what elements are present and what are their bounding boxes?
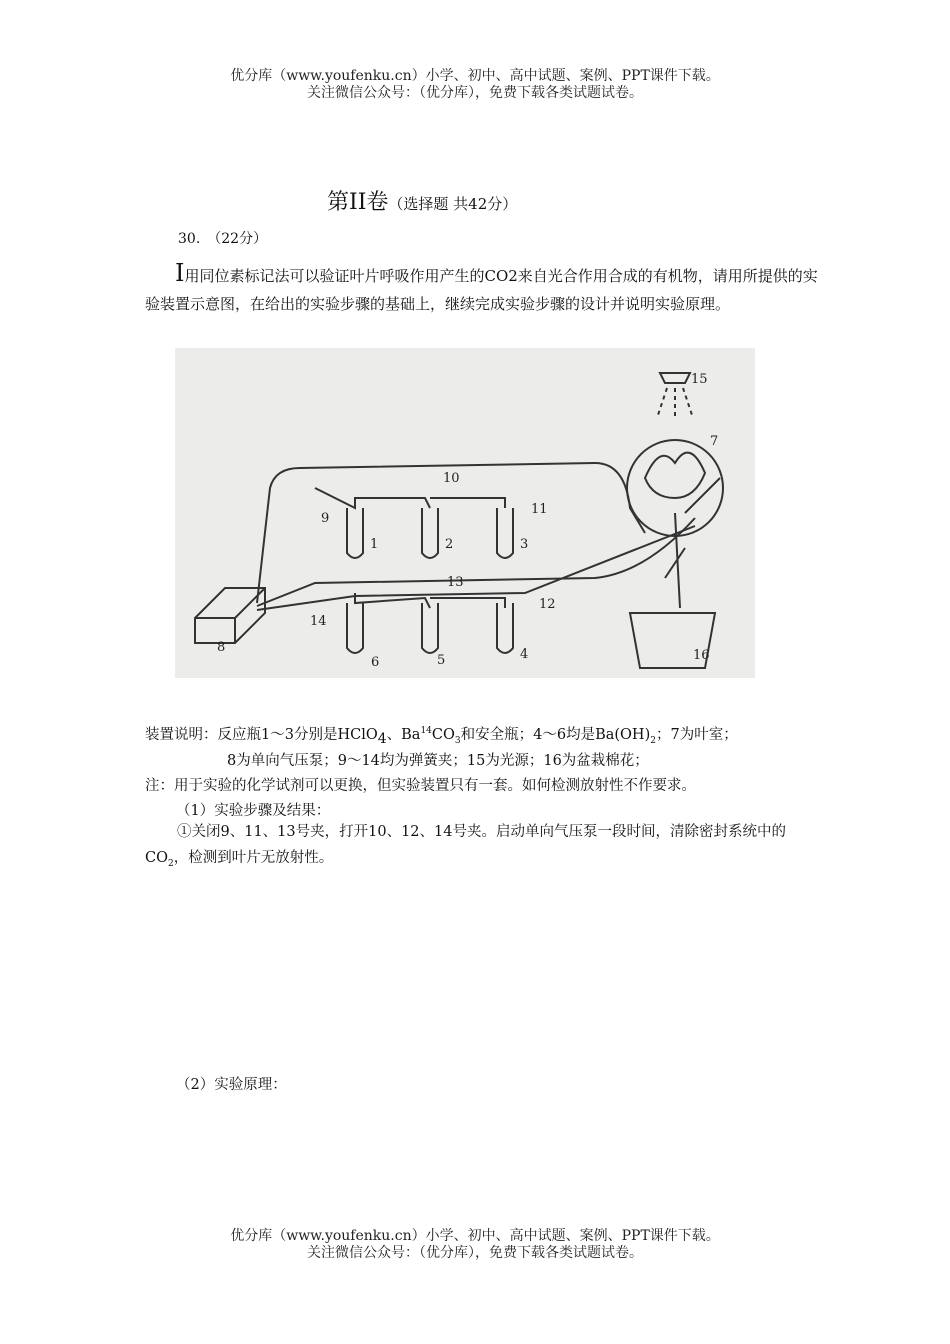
question-number: 30. （22分） bbox=[178, 231, 268, 247]
label-16: 16 bbox=[693, 648, 710, 663]
page-footer bbox=[0, 1228, 950, 1262]
header-line-1: 优分库（www.youfenku.cn）小学、初中、高中试题、案例、PPT课件下载。 bbox=[230, 68, 720, 84]
apparatus-diagram bbox=[175, 348, 755, 678]
section-title-main: 第II卷 bbox=[327, 190, 389, 215]
label-12: 12 bbox=[539, 597, 556, 612]
label-14: 14 bbox=[310, 614, 327, 629]
label-3: 3 bbox=[520, 537, 529, 552]
section-title bbox=[327, 185, 517, 216]
intro-text: 用同位素标记法可以验证叶片呼吸作用产生的CO2来自光合作用合成的有机物，请用所提供的实验装置示意图，在给出的实验步骤的基础上，继续完成实验步骤的设计并说明实验原理。 bbox=[145, 267, 818, 313]
label-11: 11 bbox=[531, 502, 548, 517]
label-5: 5 bbox=[437, 653, 446, 668]
header-line-2: 关注微信公众号：（优分库），免费下载各类试题试卷。 bbox=[307, 85, 643, 101]
device-note-line-1: 装置说明：反应瓶1～3分别是HClO$_4$、$Ba^{14}CO_3$和安全瓶；4～6均是$Ba(OH)_2$；7为叶室； bbox=[145, 726, 738, 747]
question-intro bbox=[145, 259, 825, 318]
label-4: 4 bbox=[520, 647, 529, 662]
label-8: 8 bbox=[217, 640, 226, 655]
label-1: 1 bbox=[370, 537, 379, 552]
device-note-line-3: 注：用于实验的化学试剂可以更换，但实验装置只有一套。如何检测放射性不作要求。 bbox=[145, 778, 696, 794]
device-note-line-2: 8为单向气压泵；9～14均为弹簧夹；15为光源；16为盆栽棉花； bbox=[227, 753, 649, 769]
intro-dropcap: I bbox=[175, 259, 185, 287]
part1-heading: （1）实验步骤及结果： bbox=[176, 803, 331, 819]
label-15: 15 bbox=[691, 372, 708, 387]
page-header bbox=[0, 68, 950, 102]
label-10: 10 bbox=[443, 471, 460, 486]
label-6: 6 bbox=[371, 655, 380, 670]
section-subtitle: （选择题 共42分） bbox=[388, 195, 518, 213]
label-7: 7 bbox=[710, 434, 719, 449]
label-2: 2 bbox=[445, 537, 454, 552]
footer-line-2: 关注微信公众号：（优分库），免费下载各类试题试卷。 bbox=[307, 1245, 643, 1261]
part2-heading: （2）实验原理： bbox=[176, 1077, 287, 1093]
step-1: ①关闭9、11、13号夹，打开10、12、14号夹。启动单向气压泵一段时间，清除密封系统中的$CO_2$，检测到叶片无放射性。 bbox=[145, 824, 786, 869]
footer-line-1: 优分库（www.youfenku.cn）小学、初中、高中试题、案例、PPT课件下载。 bbox=[230, 1228, 720, 1244]
label-13: 13 bbox=[447, 575, 464, 590]
label-9: 9 bbox=[321, 511, 330, 526]
